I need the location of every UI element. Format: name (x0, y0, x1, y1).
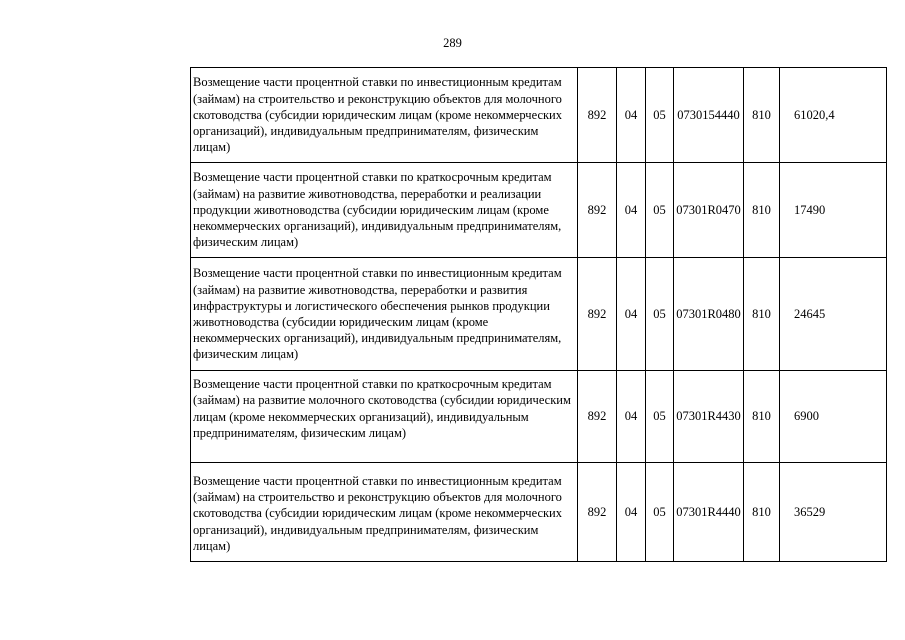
expense-type-code: 810 (744, 371, 780, 463)
ministry-code: 892 (578, 68, 617, 163)
expense-type-code: 810 (744, 68, 780, 163)
section-code: 04 (617, 163, 646, 258)
expense-type-code: 810 (744, 258, 780, 371)
table-row (191, 163, 887, 258)
target-code: 07301R4440 (674, 463, 744, 562)
section-code: 04 (617, 371, 646, 463)
row-description: Возмещение части процентной ставки по инвестиционным кредитам (займам) на развитие животноводства, переработки и развития инфраструктуры и логистического обеспечения рынков продукции животноводства (субсидии юридическим лицам (кроме некоммерческих организаций), индивидуальным предпринимателям, физическим лицам) (191, 258, 578, 371)
page-number: 289 (443, 36, 462, 50)
amount: 17490 (780, 163, 887, 258)
table-row (191, 463, 887, 562)
row-description: Возмещение части процентной ставки по инвестиционным кредитам (займам) на строительство и реконструкцию объектов для молочного скотоводства (субсидии юридическим лицам (кроме некоммерческих организаций), индивидуальным предпринимателям, физическим лицам) (191, 68, 578, 163)
subsection-code: 05 (646, 68, 674, 163)
ministry-code: 892 (578, 463, 617, 562)
row-description: Возмещение части процентной ставки по инвестиционным кредитам (займам) на строительство и реконструкцию объектов для молочного скотоводства (субсидии юридическим лицам (кроме некоммерческих организаций), индивидуальным предпринимателям, физическим лицам) (191, 463, 578, 562)
row-description: Возмещение части процентной ставки по краткосрочным кредитам (займам) на развитие молочного скотоводства (субсидии юридическим лицам (кроме некоммерческих организаций), индивидуальным предпринимателям, физическим лицам) (191, 371, 578, 463)
expense-type-code: 810 (744, 463, 780, 562)
target-code: 07301R0470 (674, 163, 744, 258)
subsection-code: 05 (646, 163, 674, 258)
section-code: 04 (617, 258, 646, 371)
table-row (191, 258, 887, 371)
amount: 61020,4 (780, 68, 887, 163)
target-code: 07301R4430 (674, 371, 744, 463)
amount: 6900 (780, 371, 887, 463)
subsection-code: 05 (646, 258, 674, 371)
table-row (191, 68, 887, 163)
subsection-code: 05 (646, 371, 674, 463)
target-code: 0730154440 (674, 68, 744, 163)
section-code: 04 (617, 463, 646, 562)
section-code: 04 (617, 68, 646, 163)
target-code: 07301R0480 (674, 258, 744, 371)
budget-table (190, 67, 887, 562)
ministry-code: 892 (578, 258, 617, 371)
amount: 36529 (780, 463, 887, 562)
expense-type-code: 810 (744, 163, 780, 258)
ministry-code: 892 (578, 163, 617, 258)
ministry-code: 892 (578, 371, 617, 463)
subsection-code: 05 (646, 463, 674, 562)
row-description: Возмещение части процентной ставки по краткосрочным кредитам (займам) на развитие животноводства, переработки и реализации продукции животноводства (субсидии юридическим лицам (кроме некоммерческих организаций), индивидуальным предпринимателям, физическим лицам) (191, 163, 578, 258)
table-row (191, 371, 887, 463)
amount: 24645 (780, 258, 887, 371)
